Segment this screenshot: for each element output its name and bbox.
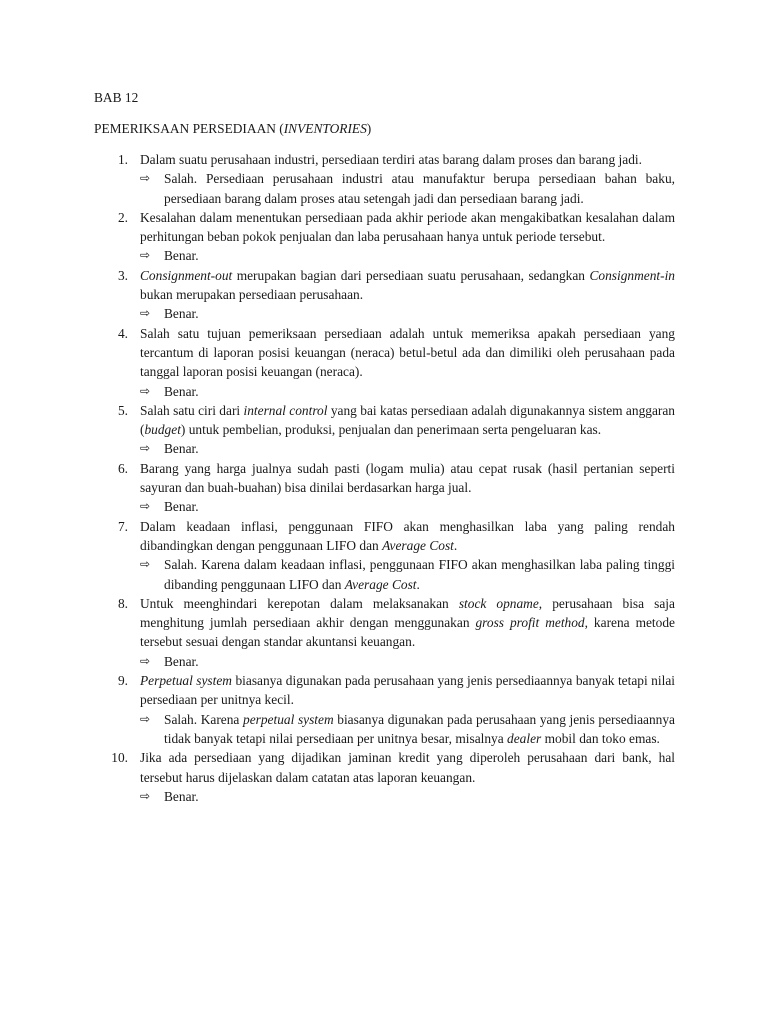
- item-number: 3.: [117, 267, 128, 283]
- answer-text: [140, 710, 675, 749]
- question-text: [140, 671, 675, 710]
- item-number: 8.: [117, 595, 128, 611]
- italic-term: stock opname: [458, 595, 539, 611]
- italic-term: Perpetual system: [140, 673, 232, 689]
- arrow-right-icon: ⇨: [140, 383, 151, 398]
- italic-term: perpetual system: [243, 711, 334, 727]
- arrow-right-icon: ⇨: [140, 441, 151, 456]
- text-segment: yang bai katas persediaan adalah digunakannya sistem anggaran (: [140, 402, 675, 438]
- text-segment: Salah. Karena: [164, 711, 243, 727]
- list-item: [94, 748, 675, 806]
- arrow-right-icon: ⇨: [140, 171, 151, 186]
- list-item: [94, 324, 675, 401]
- italic-term: gross profit method: [475, 615, 585, 631]
- list-item: [94, 150, 675, 208]
- question-list: [94, 150, 675, 806]
- text-segment: mobil dan toko emas.: [541, 730, 660, 746]
- arrow-right-icon: ⇨: [140, 306, 151, 321]
- answer-text: [140, 652, 675, 671]
- question-text: [140, 150, 675, 169]
- arrow-right-icon: ⇨: [140, 653, 151, 668]
- text-segment: Benar.: [164, 441, 199, 457]
- text-segment: Jika ada persediaan yang dijadikan jaminan kredit yang diperoleh perusahaan dari bank, hal tersebut harus dijelaskan dalam catatan atas laporan keuangan.: [140, 750, 675, 785]
- item-number: 5.: [117, 402, 128, 418]
- text-segment: .: [416, 576, 420, 592]
- text-segment: Untuk meenghindari kerepotan dalam melaksanakan: [140, 595, 459, 611]
- text-segment: Benar.: [164, 499, 199, 515]
- italic-term: Average Cost: [382, 537, 454, 553]
- arrow-right-icon: ⇨: [140, 248, 151, 263]
- question-text: [140, 594, 675, 652]
- text-segment: .: [453, 537, 458, 553]
- italic-term: Average Cost: [344, 576, 417, 592]
- list-item: [94, 594, 675, 671]
- chapter-heading: BAB 12: [94, 90, 139, 105]
- question-text: [140, 324, 675, 382]
- answer-text: [140, 246, 675, 265]
- text-segment: merupakan bagian dari persediaan suatu perusahaan, sedangkan: [232, 267, 590, 283]
- arrow-right-icon: ⇨: [140, 557, 151, 572]
- answer-text: [140, 439, 675, 458]
- item-number: 2.: [117, 209, 128, 225]
- list-item: [94, 671, 675, 748]
- answer-text: [140, 555, 675, 594]
- text-segment: Salah satu ciri dari: [140, 402, 244, 418]
- text-segment: , karena metode tersebut sesuai dengan standar akuntansi keuangan.: [140, 615, 675, 650]
- text-segment: ) untuk pembelian, produksi, penjualan dan penerimaan serta pengeluaran kas.: [180, 422, 602, 438]
- answer-text: [140, 382, 675, 401]
- answer-text: [140, 497, 675, 516]
- text-segment: Kesalahan dalam menentukan persediaan pada akhir periode akan mengakibatkan kesalahan dalam perhitungan beban pokok penjualan dan laba perusahaan hanya untuk periode tersebut.: [140, 209, 675, 245]
- italic-term: dealer: [507, 730, 542, 746]
- list-item: [94, 266, 675, 324]
- text-segment: Salah. Persediaan perusahaan industri atau manufaktur berupa persediaan bahan baku, persediaan barang dalam proses atau setengah jadi dan persediaan barang jadi.: [164, 171, 675, 206]
- italic-term: Consignment-in: [589, 267, 675, 283]
- italic-term: budget: [144, 422, 181, 438]
- item-number: 4.: [117, 325, 128, 341]
- item-number: 1.: [117, 152, 128, 167]
- arrow-right-icon: ⇨: [140, 711, 151, 726]
- italic-term: internal control: [243, 402, 328, 418]
- text-segment: Dalam keadaan inflasi, penggunaan FIFO akan menghasilkan laba yang paling rendah dibandingkan dengan penggunaan LIFO dan: [140, 518, 675, 553]
- question-text: [140, 517, 675, 556]
- arrow-right-icon: ⇨: [140, 499, 151, 514]
- section-title-italic: INVENTORIES: [283, 121, 367, 136]
- answer-text: [140, 787, 675, 806]
- question-text: [140, 266, 675, 305]
- item-number: 6.: [117, 460, 128, 476]
- item-number: 7.: [117, 518, 128, 534]
- answer-text: [140, 304, 675, 323]
- question-text: [140, 459, 675, 498]
- text-segment: , perusahaan bisa saja menghitung jumlah persediaan akhir dengan menggunakan: [140, 595, 675, 631]
- text-segment: Salah. Karena dalam keadaan inflasi, penggunaan FIFO akan menghasilkan laba paling tinggi dibanding penggunaan LIFO dan: [164, 557, 675, 592]
- text-segment: Benar.: [164, 248, 199, 264]
- text-segment: Dalam suatu perusahaan industri, persediaan terdiri atas barang dalam proses dan barang jadi.: [140, 152, 642, 167]
- text-segment: bukan merupakan persediaan perusahaan.: [140, 287, 364, 303]
- question-text: [140, 208, 675, 247]
- section-title: [94, 119, 371, 138]
- list-item: [94, 208, 675, 266]
- answer-text: [140, 169, 675, 208]
- item-number: 9.: [117, 673, 128, 689]
- text-segment: biasanya digunakan pada perusahaan yang jenis persediaannya banyak tetapi nilai persediaan per unitnya kecil.: [140, 673, 675, 708]
- item-number: 10.: [111, 750, 128, 766]
- text-segment: Benar.: [164, 383, 199, 399]
- text-segment: Barang yang harga jualnya sudah pasti (logam mulia) atau cepat rusak (hasil pertanian seperti sayuran dan buah-buahan) bisa dinilai berdasarkan harga jual.: [140, 460, 675, 496]
- text-segment: biasanya digunakan pada perusahaan yang jenis persediaannya tidak banyak tetapi nilai persediaan per unitnya besar, misalnya: [164, 711, 675, 746]
- section-title-post: ): [366, 121, 372, 136]
- text-segment: Benar.: [164, 653, 199, 669]
- question-text: [140, 748, 675, 787]
- list-item: [94, 401, 675, 459]
- text-segment: Salah satu tujuan pemeriksaan persediaan adalah untuk memeriksa apakah persediaan yang tercantum di laporan posisi keuangan (neraca) betul-betul ada dan dimiliki oleh perusahaan pada tanggal laporan posisi keuangan (neraca).: [140, 325, 675, 380]
- question-text: [140, 401, 675, 440]
- text-segment: Benar.: [164, 788, 199, 804]
- arrow-right-icon: ⇨: [140, 788, 151, 803]
- list-item: [94, 459, 675, 517]
- list-item: [94, 517, 675, 594]
- section-title-pre: PEMERIKSAAN PERSEDIAAN (: [94, 121, 284, 136]
- italic-term: Consignment-out: [140, 267, 233, 283]
- text-segment: Benar.: [164, 306, 199, 322]
